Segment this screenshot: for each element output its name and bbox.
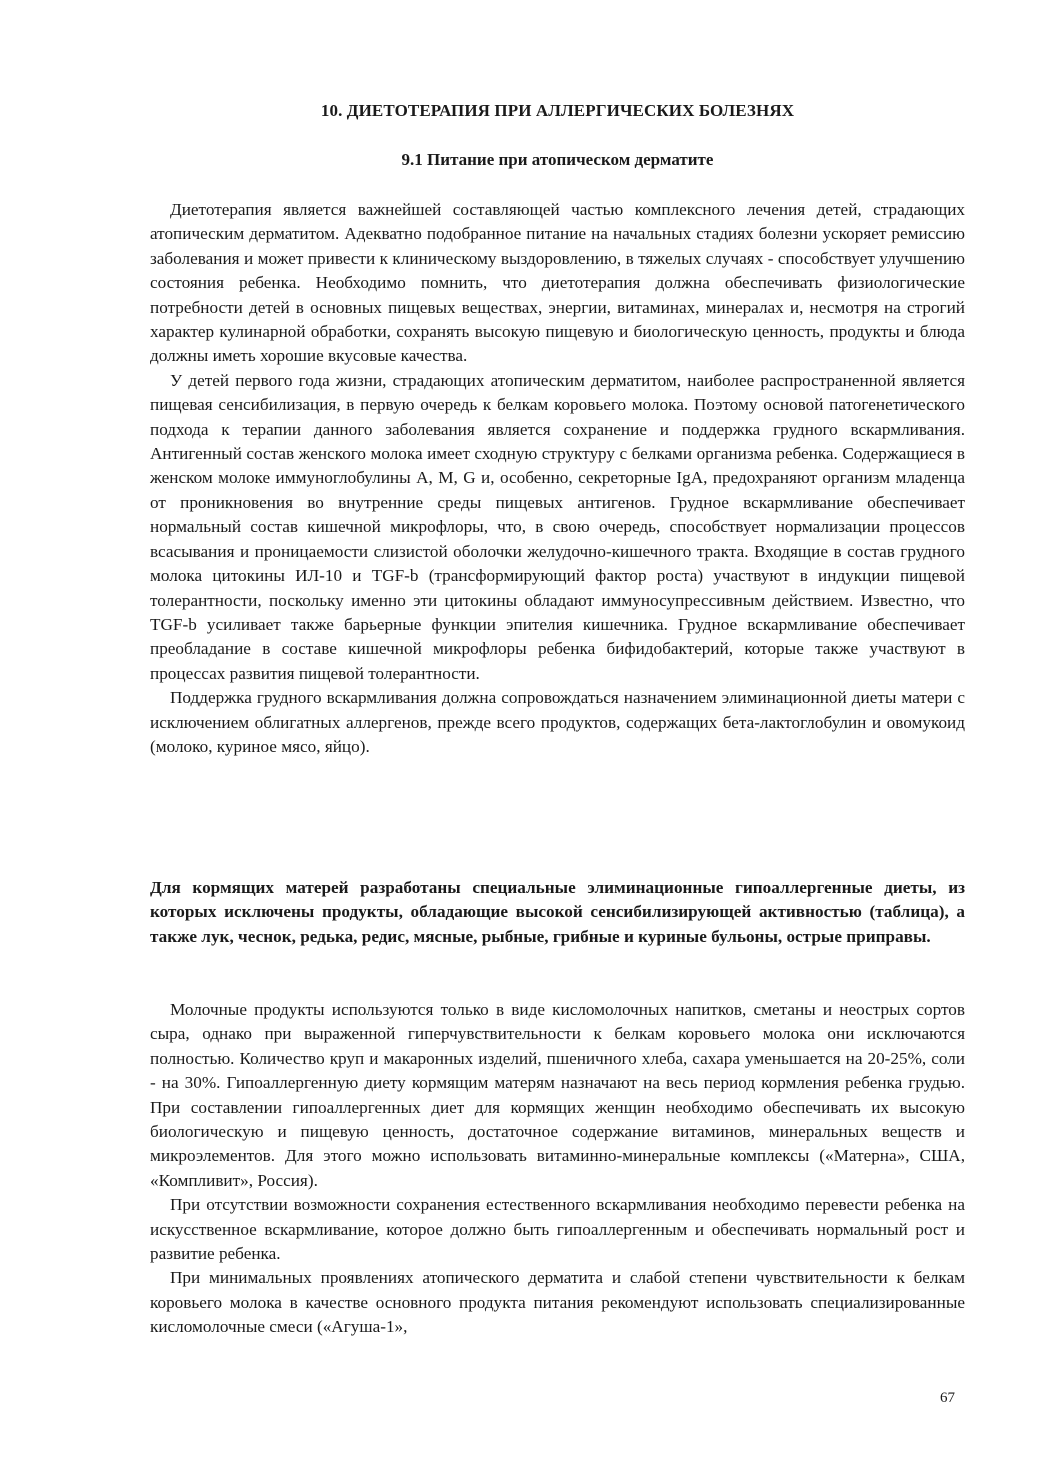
bold-paragraph: Для кормящих матерей разработаны специальные элиминационные гипоаллергенные диеты, из которых исключены продукты, обладающие высокой сенсибилизирующей активностью (таблица), а также лук, чеснок, редька, редис, мясные, рыбные, грибные и куриные бульоны, острые приправы. [150, 878, 965, 946]
body-text-block-2 [150, 998, 965, 1340]
paragraph: Молочные продукты используются только в виде кисломолочных напитков, сметаны и неострых сортов сыра, однако при выраженной гиперчувствительности к белкам коровьего молока они исключаются полностью. Количество круп и макаронных изделий, пшеничного хлеба, сахара уменьшается на 20-25%, соли - на 30%. Гипоаллергенную диету кормящим матерям назначают на весь период кормления ребенка грудью. При составлении гипоаллергенных диет для кормящих женщин необходимо обеспечивать их высокую биологическую и пищевую ценность, достаточное содержание витаминов, минеральных веществ и микроэлементов. Для этого можно использовать витаминно-минеральные комплексы («Матерна», США, «Компливит», Россия). [150, 1000, 965, 1190]
paragraph: Поддержка грудного вскармливания должна сопровождаться назначением элиминационной диеты матери с исключением облигатных аллергенов, прежде всего продуктов, содержащих бета-лактоглобулин и овомукоид (молоко, куриное мясо, яйцо). [150, 688, 965, 756]
section-title: 9.1 Питание при атопическом дерматите [401, 150, 714, 169]
paragraph: При минимальных проявлениях атопического дерматита и слабой степени чувствительности к белкам коровьего молока в качестве основного продукта питания рекомендуют использовать специализированные кисломолочные смеси («Агуша-1», [150, 1268, 965, 1337]
paragraph: У детей первого года жизни, страдающих атопическим дерматитом, наиболее распространенной является пищевая сенсибилизация, в первую очередь к белкам коровьего молока. Поэтому основой патогенетического подхода к терапии данного заболевания является сохранение и поддержка грудного вскармливания. Антигенный состав женского молока имеет сходную структуру с белками организма ребенка. Содержащиеся в женском молоке иммуноглобулины А, M, G и, особенно, секреторные IgA, предохраняют организм младенца от проникновения во внутренние среды пищевых антигенов. Грудное вскармливание обеспечивает нормальный состав кишечной микрофлоры, что, в свою очередь, способствует нормализации процессов всасывания и проницаемости слизистой оболочки желудочно-кишечного тракта. Входящие в состав грудного молока цитокины ИЛ-10 и TGF-b (трансформирующий фактор роста) участвуют в индукции пищевой толерантности, поскольку именно эти цитокины обладают иммуносупрессивным действием. Известно, что TGF-b усиливает также барьерные функции эпителия кишечника. Грудное вскармливание обеспечивает преобладание в составе кишечной микрофлоры ребенка бифидобактерий, которые также участвуют в процессах развития пищевой толерантности. [150, 370, 965, 683]
paragraph: Диетотерапия является важнейшей составляющей частью комплексного лечения детей, страдающих атопическим дерматитом. Адекватно подобранное питание на начальных стадиях болезни ускоряет ремиссию заболевания и может привести к клиническому выздоровлению, в тяжелых случаях - способствует улучшению состояния ребенка. Необходимо помнить, что диетотерапия должна обеспечивать физиологические потребности детей в основных пищевых веществах, энергии, витаминах, минералах и, несмотря на строгий характер кулинарной обработки, сохранять высокую пищевую и биологическую ценность, продукты и блюда должны иметь хорошие вкусовые качества. [150, 200, 965, 366]
chapter-title: 10. ДИЕТОТЕРАПИЯ ПРИ АЛЛЕРГИЧЕСКИХ БОЛЕЗНЯХ [320, 101, 795, 120]
bold-text-block [150, 876, 965, 949]
body-text-block [150, 198, 965, 759]
paragraph: При отсутствии возможности сохранения естественного вскармливания необходимо перевести ребенка на искусственное вскармливание, которое должно быть гипоаллергенным и обеспечивать нормальный рост и развитие ребенка. [150, 1195, 965, 1264]
page-number: 67 [940, 1390, 955, 1406]
